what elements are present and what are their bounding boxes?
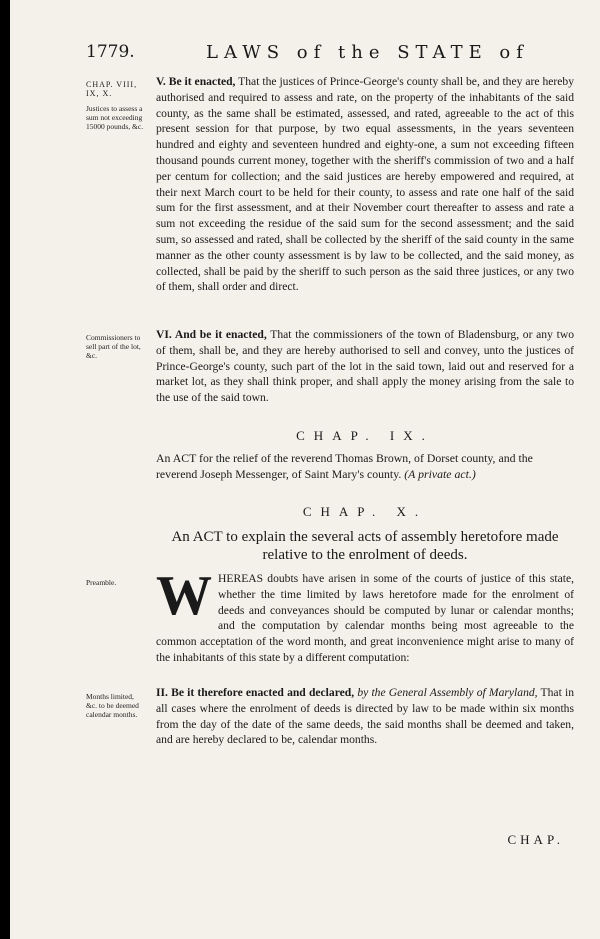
section-vi-text: That the commissioners of the town of Bladensburg, or any two of them, shall be, and they are hereby authorised to sell and convey, unto the justices of Prince-George's county, such part of the lot in the said town, laid out and reserved for a market lot, as they shall think proper, and shall apply the money arising from the sale to the use of the said town. [156,328,574,405]
chap-ix-act [156,451,574,482]
margin-note-commissioners: Commissioners to sell part of the lot, &c. [86,333,141,360]
margin-note-chap: CHAP. VIII, IX, X. [86,80,138,98]
page-year: 1779. [86,42,135,62]
chap-ix-note: (A private act.) [404,466,476,481]
section-ii [156,685,574,748]
section-ii-lead: II. Be it therefore enacted and declared, [156,686,355,699]
section-vi [156,327,574,406]
margin-note-preamble: Preamble. [86,578,117,587]
margin-note-justices: Justices to assess a sum not exceeding 15000 pounds, &c. [86,104,144,131]
section-v-text: That the justices of Prince-George's county shall be, and they are hereby authorised and required to assess and rate, on the property of the inhabitants of the said county, as the same shall be estimated, assessed, and rated, agreeable to the act of this present session for that purpose, by two equal assessments, in the years seventeen hundred and eighty and seventeen hundred and eighty-one, a sum not exceeding fifteen thousand pounds current money, together with the sheriff's commission of two and a half per centum for collection; and the said justices are hereby empowered and required, at their next March court to be held for their county, to assess and rate one half of the said sum for the first assessment, and at their November court thereafter to assess and rate a sum not exceeding the residue of the said sum for the second assessment; and the said sum, so assessed and rated, shall be collected by the sheriff of the said county in the same manner as the other county assessment is by law to be collected, and the said money, as collected, shall be paid by the sheriff to such person as the said three justices, or any two of them, shall order and direct. [156,75,574,294]
chap-x-heading: CHAP. X. [302,504,428,519]
page-header [86,42,576,66]
section-v [156,74,574,295]
section-v-lead: V. Be it enacted, [156,75,236,88]
section-ii-authority: by the General Assembly of Maryland, [357,686,538,699]
chap-ix-heading: CHAP. IX. [296,428,434,443]
running-title: LAWS of the STATE of [206,42,529,63]
dropcap-letter: W [156,565,212,627]
preamble [156,565,574,666]
chap-ix-act-title: An ACT for the relief of the reverend Thomas Brown, of Dorset county, and the reverend Joseph Messenger, of Saint Mary's county. [156,451,533,481]
chap-x-act: An ACT to explain the several acts of assembly heretofore made relative to the enrolment of deeds. [171,529,559,563]
section-vi-lead: VI. And be it enacted, [156,328,267,341]
margin-note-months: Months limited, &c. to be deemed calendar months. [86,692,139,719]
section-ii-text: That in all cases where the enrolment of deeds is directed by law to be made within six months from the day of the date of the same deeds, the said months shall be deemed and taken, and are hereby declared to be, calendar months. [156,686,574,747]
catchword: CHAP. [507,832,564,847]
document-page [10,0,600,939]
preamble-text: HEREAS doubts have arisen in some of the courts of justice of this state, whether the time limited by laws heretofore made for the enrolment of deeds and conveyances should be computed by lunar or calendar months; and the computation by calendar months being most agreeable to the common acceptation of the word month, and great inconvenience might arise to many of the inhabitants of this state by a different computation: [156,572,574,664]
